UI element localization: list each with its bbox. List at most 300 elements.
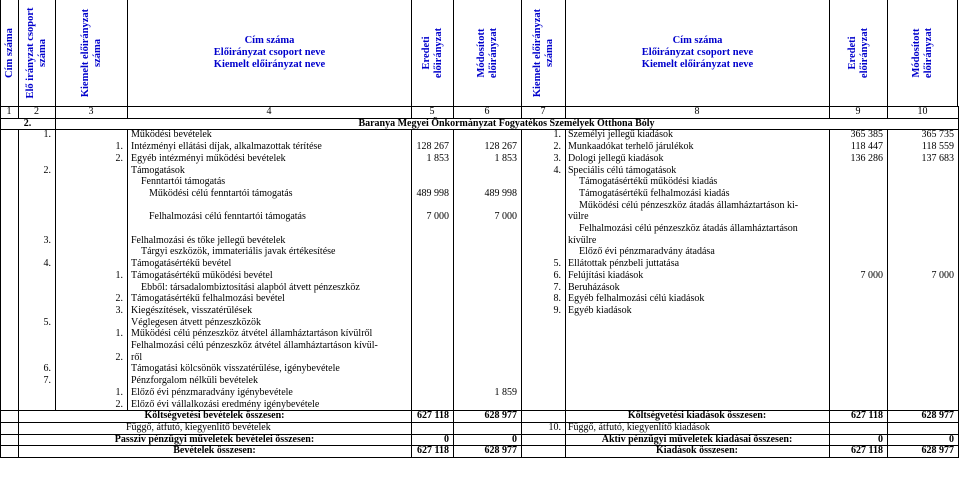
grid-line: [127, 129, 128, 410]
revenue-label: [127, 200, 411, 212]
revenue-label: Működési célú pénzeszköz átvétel államháztartáson kívülről: [131, 328, 373, 340]
revenue-modified: [453, 258, 521, 270]
header-kiemelt-szama: [55, 0, 127, 106]
column-number: 1: [6, 106, 12, 117]
cim-number: 2.: [43, 164, 51, 176]
header-label: Eredeti előirányzat: [420, 27, 444, 79]
table-header: [0, 0, 959, 106]
expense-modified: [887, 165, 958, 177]
revenue-original: [411, 340, 453, 352]
kiemelt-number: 2.: [115, 351, 123, 363]
expense-number: 9.: [553, 304, 561, 316]
grid-line: [0, 129, 959, 130]
grid-line: [887, 129, 888, 457]
cim-number: 5.: [43, 316, 51, 328]
expense-label: Támogatásértékű felhalmozási kiadás: [579, 187, 730, 199]
revenue-original: [411, 399, 453, 411]
totals-row: [0, 422, 959, 434]
revenue-label: Pénzforgalom nélküli bevételek: [131, 375, 258, 387]
revenue-original: [411, 235, 453, 247]
revenue-label: Fenntartói támogatás: [141, 176, 226, 188]
table-row: [0, 188, 959, 200]
grid-line: [411, 106, 412, 118]
expense-modified: [887, 258, 958, 270]
total-revenue-original: 627 118: [417, 445, 449, 457]
kiemelt-number: 2.: [115, 398, 123, 410]
totals-row: [0, 434, 959, 446]
revenue-original: [411, 317, 453, 329]
expense-number: [521, 176, 565, 188]
table-row: [0, 352, 959, 364]
revenue-modified: [453, 165, 521, 177]
header-label: Cím száma: [3, 28, 15, 78]
table-row: [0, 200, 959, 212]
column-number: 8: [694, 106, 700, 117]
expense-number: [521, 317, 565, 329]
expense-number: 5.: [553, 258, 561, 270]
expense-modified: [887, 211, 958, 223]
expense-label: Speciális célú támogatások: [568, 164, 677, 176]
expense-number: [521, 363, 565, 375]
total-expense-number: [521, 434, 565, 446]
grid-line: [55, 106, 56, 118]
revenue-original: [411, 270, 453, 282]
expense-number: 4.: [553, 164, 561, 176]
expense-original: [829, 223, 887, 235]
expense-original: 118 447: [850, 141, 883, 153]
revenue-label: Ebből: társadalombiztosítási alapból átvett pénzeszköz: [141, 281, 360, 293]
expense-modified: [887, 282, 958, 294]
revenue-modified: [453, 270, 521, 282]
kiemelt-number: [55, 258, 127, 270]
revenue-modified: [453, 363, 521, 375]
expense-label: vülre: [568, 211, 589, 223]
table-row: [0, 258, 959, 270]
grid-line: [829, 129, 830, 457]
table-row: [0, 223, 959, 235]
table-row: [0, 293, 959, 305]
total-expense-modified: [887, 422, 958, 434]
expense-number: [521, 340, 565, 352]
total-expense-original: 627 118: [851, 445, 883, 457]
table-row: [0, 399, 959, 411]
expense-label: [565, 399, 829, 411]
revenue-modified: [453, 176, 521, 188]
table-row: [0, 270, 959, 282]
header-label: Kiemelt előirányzat száma: [79, 8, 103, 98]
total-expense-number: 10.: [548, 421, 561, 433]
header-line: Cím száma: [244, 35, 295, 46]
header-label: Módosított előirányzat: [475, 27, 499, 79]
expense-label: Felújítási kiadások: [568, 269, 644, 281]
cim-number: [18, 399, 55, 411]
header-modositott: [453, 0, 521, 106]
cim-number: [18, 176, 55, 188]
expense-modified: [887, 235, 958, 247]
expense-original: [829, 188, 887, 200]
revenue-original: [411, 223, 453, 235]
grid-line: [0, 434, 959, 435]
column-number: 10: [917, 106, 928, 117]
header-modositott-2: [887, 0, 958, 106]
kiemelt-number: [55, 235, 127, 247]
expense-label: [565, 363, 829, 375]
revenue-original: 128 267: [416, 141, 449, 153]
grid-line: [411, 129, 412, 457]
expense-number: [521, 235, 565, 247]
expense-label: Dologi jellegű kiadások: [568, 152, 664, 164]
expense-modified: [887, 375, 958, 387]
revenue-modified: [453, 235, 521, 247]
kiemelt-number: [55, 340, 127, 352]
header-label: [566, 35, 829, 71]
revenue-label: Előző évi pénzmaradvány igénybevétele: [131, 386, 293, 398]
header-eredeti: [411, 0, 453, 106]
header-line: Kiemelt előirányzat neve: [213, 59, 326, 70]
expense-label: Támogatásértékű működési kiadás: [579, 176, 718, 188]
revenue-label: Támogatási kölcsönök visszatérülése, igénybevétele: [131, 363, 340, 375]
expense-label: Egyéb felhalmozási célú kiadások: [568, 293, 705, 305]
grid-line: [0, 129, 1, 457]
expense-modified: 137 683: [921, 152, 954, 164]
grid-line: [0, 106, 1, 118]
grid-line: [0, 457, 959, 458]
table-row: [0, 176, 959, 188]
column-number: 6: [484, 106, 490, 117]
grid-line: [0, 445, 959, 446]
header-line: Cím száma: [672, 35, 723, 46]
expense-modified: [887, 340, 958, 352]
cim-number: [18, 153, 55, 165]
total-revenue-original: 0: [444, 433, 449, 445]
kiemelt-number: [55, 211, 127, 223]
revenue-label: Támogatásértékű felhalmozási bevétel: [131, 293, 285, 305]
kiemelt-number: [55, 176, 127, 188]
total-expense-label: Költségvetési kiadások összesen:: [627, 410, 767, 422]
column-number: 2: [34, 106, 39, 117]
expense-number: [521, 375, 565, 387]
header-label: Kiemelt előirányzat száma: [531, 8, 555, 98]
total-expense-label: Függő, átfutó, kiegyenlítő kiadások: [568, 421, 710, 433]
revenue-original: [411, 200, 453, 212]
table-row: [0, 305, 959, 317]
revenue-original: [411, 165, 453, 177]
total-expense-label: Aktív pénzügyi műveletek kiadásai összesen:: [601, 433, 793, 445]
header-line: Előirányzat csoport neve: [641, 47, 754, 58]
revenue-label: Tárgyi eszközök, immateriális javak értékesítése: [141, 246, 336, 258]
kiemelt-number: 1.: [115, 328, 123, 340]
revenue-modified: [453, 223, 521, 235]
total-expense-modified: 628 977: [921, 410, 954, 422]
kiemelt-number: [55, 200, 127, 212]
revenue-modified: 1 853: [494, 152, 517, 164]
expense-number: [521, 200, 565, 212]
revenue-modified: [453, 305, 521, 317]
expense-modified: [887, 293, 958, 305]
revenue-original: [411, 352, 453, 364]
revenue-label: Előző évi vállalkozási eredmény igénybevétele: [131, 398, 320, 410]
header-label: [128, 35, 411, 71]
expense-modified: [887, 246, 958, 258]
revenue-original: [411, 375, 453, 387]
expense-label: Személyi jellegű kiadások: [568, 129, 673, 141]
header-eloiranyzat-csoport-szama: [18, 0, 55, 106]
expense-original: [829, 328, 887, 340]
expense-modified: [887, 352, 958, 364]
expense-label: Beruházások: [568, 281, 620, 293]
expense-label: Munkaadókat terhelő járulékok: [568, 141, 694, 153]
revenue-original: [411, 282, 453, 294]
cim-number: [18, 270, 55, 282]
kiemelt-number: 2.: [115, 152, 123, 164]
table-row: [0, 129, 959, 141]
column-number: 5: [429, 106, 435, 117]
expense-original: [829, 363, 887, 375]
expense-number: 7.: [553, 281, 561, 293]
header-line: Kiemelt előirányzat neve: [641, 59, 754, 70]
expense-modified: [887, 363, 958, 375]
expense-number: 8.: [553, 293, 561, 305]
cim-number: [18, 293, 55, 305]
expense-original: [829, 340, 887, 352]
revenue-original: [411, 176, 453, 188]
revenue-original: [411, 129, 453, 141]
expense-modified: [887, 328, 958, 340]
kiemelt-number: 2.: [115, 293, 123, 305]
expense-label: [565, 352, 829, 364]
expense-modified: [887, 399, 958, 411]
cim-number: [18, 328, 55, 340]
expense-original: 136 286: [850, 152, 883, 164]
expense-modified: 7 000: [931, 269, 954, 281]
kiemelt-number: 1.: [115, 141, 123, 153]
grid-line: [829, 106, 830, 118]
table-row: [0, 141, 959, 153]
expense-original: [829, 317, 887, 329]
revenue-original: [411, 305, 453, 317]
revenue-modified: 7 000: [494, 211, 517, 223]
column-number-row: [0, 106, 959, 118]
table-row: [0, 340, 959, 352]
cim-number: [18, 141, 55, 153]
institution-name: Baranya Megyei Önkormányzat Fogyatékos Személyek Otthona Bóly: [358, 117, 655, 129]
grid-line: [55, 118, 56, 130]
grid-line: [127, 106, 128, 118]
expense-number: [521, 188, 565, 200]
revenue-modified: [453, 399, 521, 411]
cim-number: [18, 340, 55, 352]
grid-line: [453, 129, 454, 457]
expense-modified: [887, 387, 958, 399]
revenue-modified: [453, 352, 521, 364]
kiemelt-number: [55, 375, 127, 387]
revenue-original: 1 853: [426, 152, 449, 164]
revenue-modified: [453, 375, 521, 387]
expense-label: [565, 340, 829, 352]
revenue-label: [127, 223, 411, 235]
table-row: [0, 165, 959, 177]
header-label: Módosított előirányzat: [910, 27, 934, 79]
grid-line: [565, 129, 566, 457]
expense-modified: [887, 317, 958, 329]
total-expense-number: [521, 410, 565, 422]
expense-original: [829, 305, 887, 317]
table-row: [0, 211, 959, 223]
revenue-label: Támogatásértékű működési bevétel: [131, 269, 273, 281]
header-kiemelt-szama-2: [521, 0, 565, 106]
total-revenue-label: Passzív pénzügyi műveletek bevételei összesen:: [114, 433, 315, 445]
expense-original: [829, 200, 887, 212]
expense-modified: [887, 188, 958, 200]
cim-number: [18, 223, 55, 235]
expense-number: [521, 387, 565, 399]
grid-line: [521, 129, 522, 457]
revenue-modified: [453, 282, 521, 294]
table-row: [0, 153, 959, 165]
expense-number: [521, 399, 565, 411]
grid-line: [521, 106, 522, 118]
cim-number: 3.: [43, 234, 51, 246]
expense-label: [565, 328, 829, 340]
revenue-label: Működési célú fenntartói támogatás: [149, 187, 293, 199]
kiemelt-number: [55, 188, 127, 200]
cim-number: [18, 352, 55, 364]
header-eredeti-2: [829, 0, 887, 106]
kiemelt-number: 1.: [115, 269, 123, 281]
revenue-original: [411, 328, 453, 340]
revenue-label: Támogatásértékű bevétel: [131, 258, 232, 270]
total-revenue-label: Költségvetési bevételek összesen:: [144, 410, 285, 422]
expense-original: [829, 293, 887, 305]
expense-number: 6.: [553, 269, 561, 281]
grid-line: [18, 129, 19, 457]
cim-number: 6.: [43, 363, 51, 375]
expense-label: Ellátottak pénzbeli juttatása: [568, 258, 680, 270]
revenue-label: Működési bevételek: [131, 129, 212, 141]
column-number: 4: [266, 106, 272, 117]
grid-line: [55, 129, 56, 410]
totals-row: [0, 410, 959, 422]
expense-number: 1.: [553, 129, 561, 141]
expense-original: [829, 399, 887, 411]
total-revenue-modified: 0: [512, 433, 517, 445]
revenue-label: Felhalmozási célú pénzeszköz átvétel államháztartáson kívül-: [131, 340, 378, 351]
revenue-original: [411, 387, 453, 399]
revenue-modified: [453, 340, 521, 352]
cim-number: [18, 387, 55, 399]
expense-modified: [887, 223, 958, 235]
expense-original: [829, 258, 887, 270]
expense-label: [565, 387, 829, 399]
expense-modified: 118 559: [921, 141, 954, 153]
grid-line: [0, 118, 1, 130]
cim-number: 1.: [43, 129, 51, 141]
revenue-modified: [453, 200, 521, 212]
expense-number: [521, 328, 565, 340]
kiemelt-number: [55, 246, 127, 258]
table-row: [0, 328, 959, 340]
revenue-label: Felhalmozási célú fenntartói támogatás: [149, 211, 306, 223]
table-row: [0, 363, 959, 375]
revenue-original: 7 000: [426, 211, 449, 223]
grid-line: [0, 410, 959, 411]
total-revenue-original: 627 118: [417, 410, 449, 422]
expense-modified: [887, 176, 958, 188]
revenue-modified: [453, 317, 521, 329]
grid-line: [0, 422, 959, 423]
table-row: [0, 375, 959, 387]
grid-line: [0, 106, 959, 107]
kiemelt-number: [55, 223, 127, 235]
revenue-modified: [453, 293, 521, 305]
header-bevetel-nev: [127, 0, 411, 106]
expense-number: [521, 223, 565, 235]
total-revenue-modified: 628 977: [484, 445, 517, 457]
revenue-modified: 128 267: [484, 141, 517, 153]
expense-original: [829, 211, 887, 223]
kiemelt-number: 1.: [115, 386, 123, 398]
expense-original: [829, 352, 887, 364]
expense-modified: [887, 200, 958, 212]
total-expense-original: 0: [878, 433, 883, 445]
total-revenue-modified: 628 977: [484, 410, 517, 422]
cim-number: 7.: [43, 375, 51, 387]
expense-original: [829, 282, 887, 294]
expense-original: [829, 246, 887, 258]
total-revenue-modified: [453, 422, 521, 434]
kiemelt-number: [55, 165, 127, 177]
cim-number: [18, 246, 55, 258]
table-row: [0, 282, 959, 294]
expense-modified: [887, 305, 958, 317]
table-row: [0, 235, 959, 247]
column-number: 7: [540, 106, 546, 117]
total-revenue-original: [411, 422, 453, 434]
expense-label: [565, 375, 829, 387]
total-revenue-label: Függő, átfutó, kiegyenlítő bevételek: [126, 421, 271, 433]
kiemelt-number: 3.: [115, 304, 123, 316]
revenue-label: Támogatások: [131, 164, 185, 176]
table-row: [0, 387, 959, 399]
expense-number: [521, 211, 565, 223]
header-kiadas-nev: [565, 0, 829, 106]
expense-label: Előző évi pénzmaradvány átadása: [579, 246, 715, 258]
grid-line: [0, 118, 959, 119]
expense-label: Egyéb kiadások: [568, 304, 632, 316]
grid-line: [18, 106, 19, 118]
header-label: Eredeti előirányzat: [846, 27, 870, 79]
header-line: Előirányzat csoport neve: [213, 47, 326, 58]
total-expense-original: [829, 422, 887, 434]
expense-number: 3.: [553, 152, 561, 164]
cim-number: [18, 211, 55, 223]
column-number: 9: [855, 106, 861, 117]
institution-title-row: [0, 118, 959, 130]
kiemelt-number: [55, 129, 127, 141]
totals-row: [0, 445, 959, 457]
expense-original: 365 385: [850, 129, 883, 141]
expense-original: [829, 176, 887, 188]
table-row: [0, 246, 959, 258]
total-expense-modified: 0: [949, 433, 954, 445]
institution-number: 2.: [23, 117, 32, 129]
revenue-modified: [453, 328, 521, 340]
total-expense-original: 627 118: [851, 410, 883, 422]
expense-original: [829, 165, 887, 177]
revenue-label: Véglegesen átvett pénzeszközök: [131, 316, 261, 328]
revenue-label: Egyéb intézményi működési bevételek: [131, 152, 286, 164]
cim-number: [18, 305, 55, 317]
